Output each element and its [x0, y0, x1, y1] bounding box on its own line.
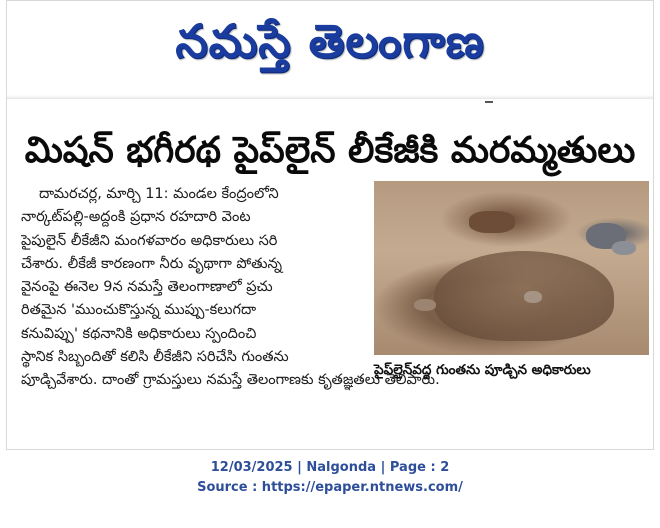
article-line: పైపులైన్ లీకేజీని మంగళవారం అధికారులు సరి [21, 232, 278, 249]
article-line: చేశారు. లీకేజీ కారణంగా నీరు వృథాగా పోతున్న [21, 255, 282, 272]
article-line: స్థానిక సిబ్బందితో కలిసి లీకేజీని సరిచేసి గుంతను [21, 349, 289, 366]
rock [469, 211, 515, 233]
article-body [21, 183, 440, 393]
edition-info: 12/03/2025 | Nalgonda | Page : 2 [210, 460, 450, 475]
article-line: నార్కట్‌పల్లి-అద్దంకి ప్రధాన రహదారి వెంట [21, 209, 251, 226]
newspaper-clipping [6, 0, 654, 450]
rock [612, 241, 636, 255]
photo-caption: పైప్‌లైన్‌వద్ద గుంతను పూడ్చిన అధికారులు [374, 362, 591, 378]
source-link[interactable]: Source : https://epaper.ntnews.com/ [197, 480, 463, 495]
masthead-divider [7, 95, 653, 99]
article-line: రితమైన 'ముంచుకొస్తున్న ముప్పు-కలుగదా [21, 302, 257, 319]
divider-tick [485, 101, 493, 103]
article-line: వైనంపై ఈనెల 9న నమస్తే తెలంగాణాలో ప్రచు [21, 279, 273, 296]
article-line: పూడ్చివేశారు. దాంతో గ్రామస్తులు నమస్తే తెలంగాణకు కృతజ్ఞతలు తెలిపారు. [21, 372, 440, 389]
rock [414, 299, 436, 311]
article-line: దామరచర్ల, మార్చి 11: మండల కేంద్రంలోని [39, 186, 279, 202]
news-photo [374, 181, 649, 355]
rock [524, 291, 542, 303]
newspaper-masthead: నమస్తే తెలంగాణ [175, 14, 485, 68]
article-line: కనువిప్పు' కథనానికి అధికారులు స్పందించి [21, 325, 257, 342]
page-footer [0, 458, 660, 498]
article-headline: మిషన్ భగీరథ పైప్‌లైన్ లీకేజీకి మరమ్మతులు [24, 130, 636, 171]
